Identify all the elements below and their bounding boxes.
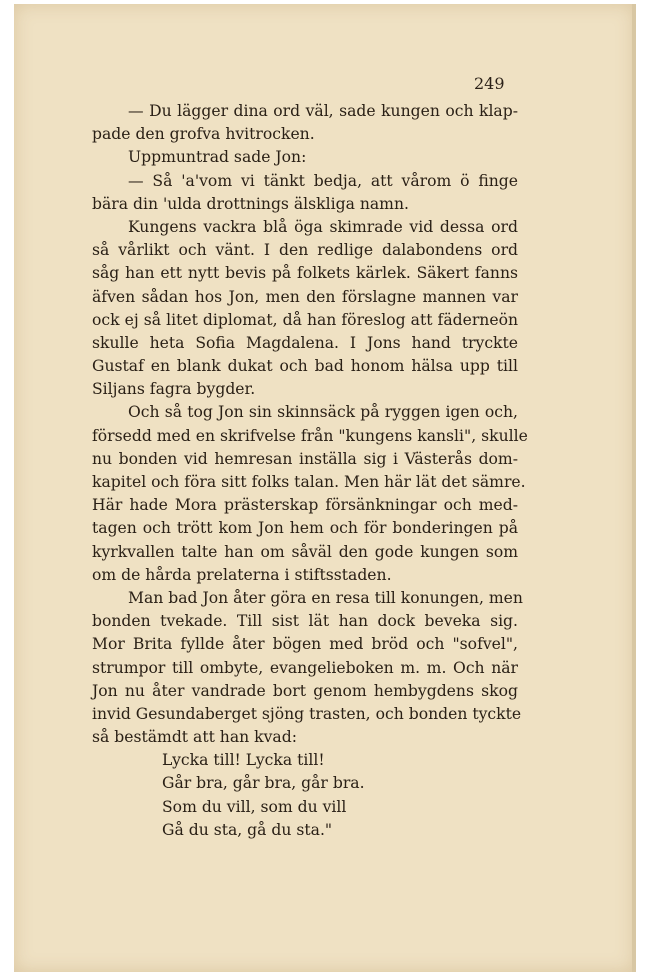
text-line: skulle heta Sofia Magdalena. I Jons hand tryckte (92, 333, 518, 352)
text-line: invid Gesundaberget sjöng trasten, och bonden tyckte (92, 704, 522, 723)
text-line: Här hade Mora prästerskap försänkningar och med- (92, 496, 518, 515)
text-line: Gustaf en blank dukat och bad honom hälsa upp till (92, 357, 518, 376)
text-line: så vårlikt och vänt. I den redlige dalabondens ord (92, 241, 518, 260)
text-line: nu bonden vid hemresan inställa sig i Västerås dom- (92, 449, 518, 468)
text-line: Går bra, går bra, går bra. (162, 774, 365, 793)
text-line: — Så 'a'vom vi tänkt bedja, att vårom ö finge (128, 171, 518, 190)
text-line: bära din 'ulda drottnings älskliga namn. (92, 194, 409, 213)
text-line: såg han ett nytt bevis på folkets kärlek. Säkert fanns (92, 264, 518, 283)
text-line: Jon nu åter vandrade bort genom hembygdens skog (92, 681, 518, 700)
text-line: tagen och trött kom Jon hem och för bonderingen på (92, 519, 518, 538)
paper-edge (632, 4, 636, 972)
text-line: Mor Brita fyllde åter bögen med bröd och "sofvel", (92, 635, 518, 654)
text-line: Gå du sta, gå du sta." (162, 820, 333, 839)
text-line: kapitel och föra sitt folks talan. Men här lät det sämre. (92, 473, 526, 491)
text-line: Man bad Jon åter göra en resa till konungen, men (128, 588, 523, 607)
text-line: Och så tog Jon sin skinnsäck på ryggen igen och, (128, 403, 518, 422)
text-line: bonden tvekade. Till sist lät han dock beveka sig. (92, 612, 518, 631)
text-line: strumpor till ombyte, evangelieboken m. m. Och när (92, 658, 518, 677)
text-line: Siljans fagra bygder. (92, 380, 256, 399)
text-line: kyrkvallen talte han om såväl den gode kungen som (92, 542, 518, 561)
text-line: försedd med en skrifvelse från "kungens kansli", skulle (92, 426, 528, 445)
text-line: Kungens vackra blå öga skimrade vid dessa ord (128, 217, 518, 236)
text-line: pade den grofva hvitrocken. (92, 125, 315, 144)
body-text (92, 100, 528, 842)
text-line: Lycka till! Lycka till! (162, 751, 325, 770)
text-line: Som du vill, som du vill (162, 797, 347, 816)
text-line: så bestämdt att han kvad: (92, 728, 297, 747)
text-line: ock ej så litet diplomat, då han föreslog att fäderneön (92, 310, 518, 329)
text-line: äfven sådan hos Jon, men den förslagne mannen var (92, 287, 518, 306)
text-line: Uppmuntrad sade Jon: (128, 148, 307, 167)
text-line: — Du lägger dina ord väl, sade kungen och klap- (128, 102, 518, 120)
page-number: 249 (474, 74, 505, 93)
text-line: om de hårda prelaterna i stiftsstaden. (92, 565, 392, 584)
